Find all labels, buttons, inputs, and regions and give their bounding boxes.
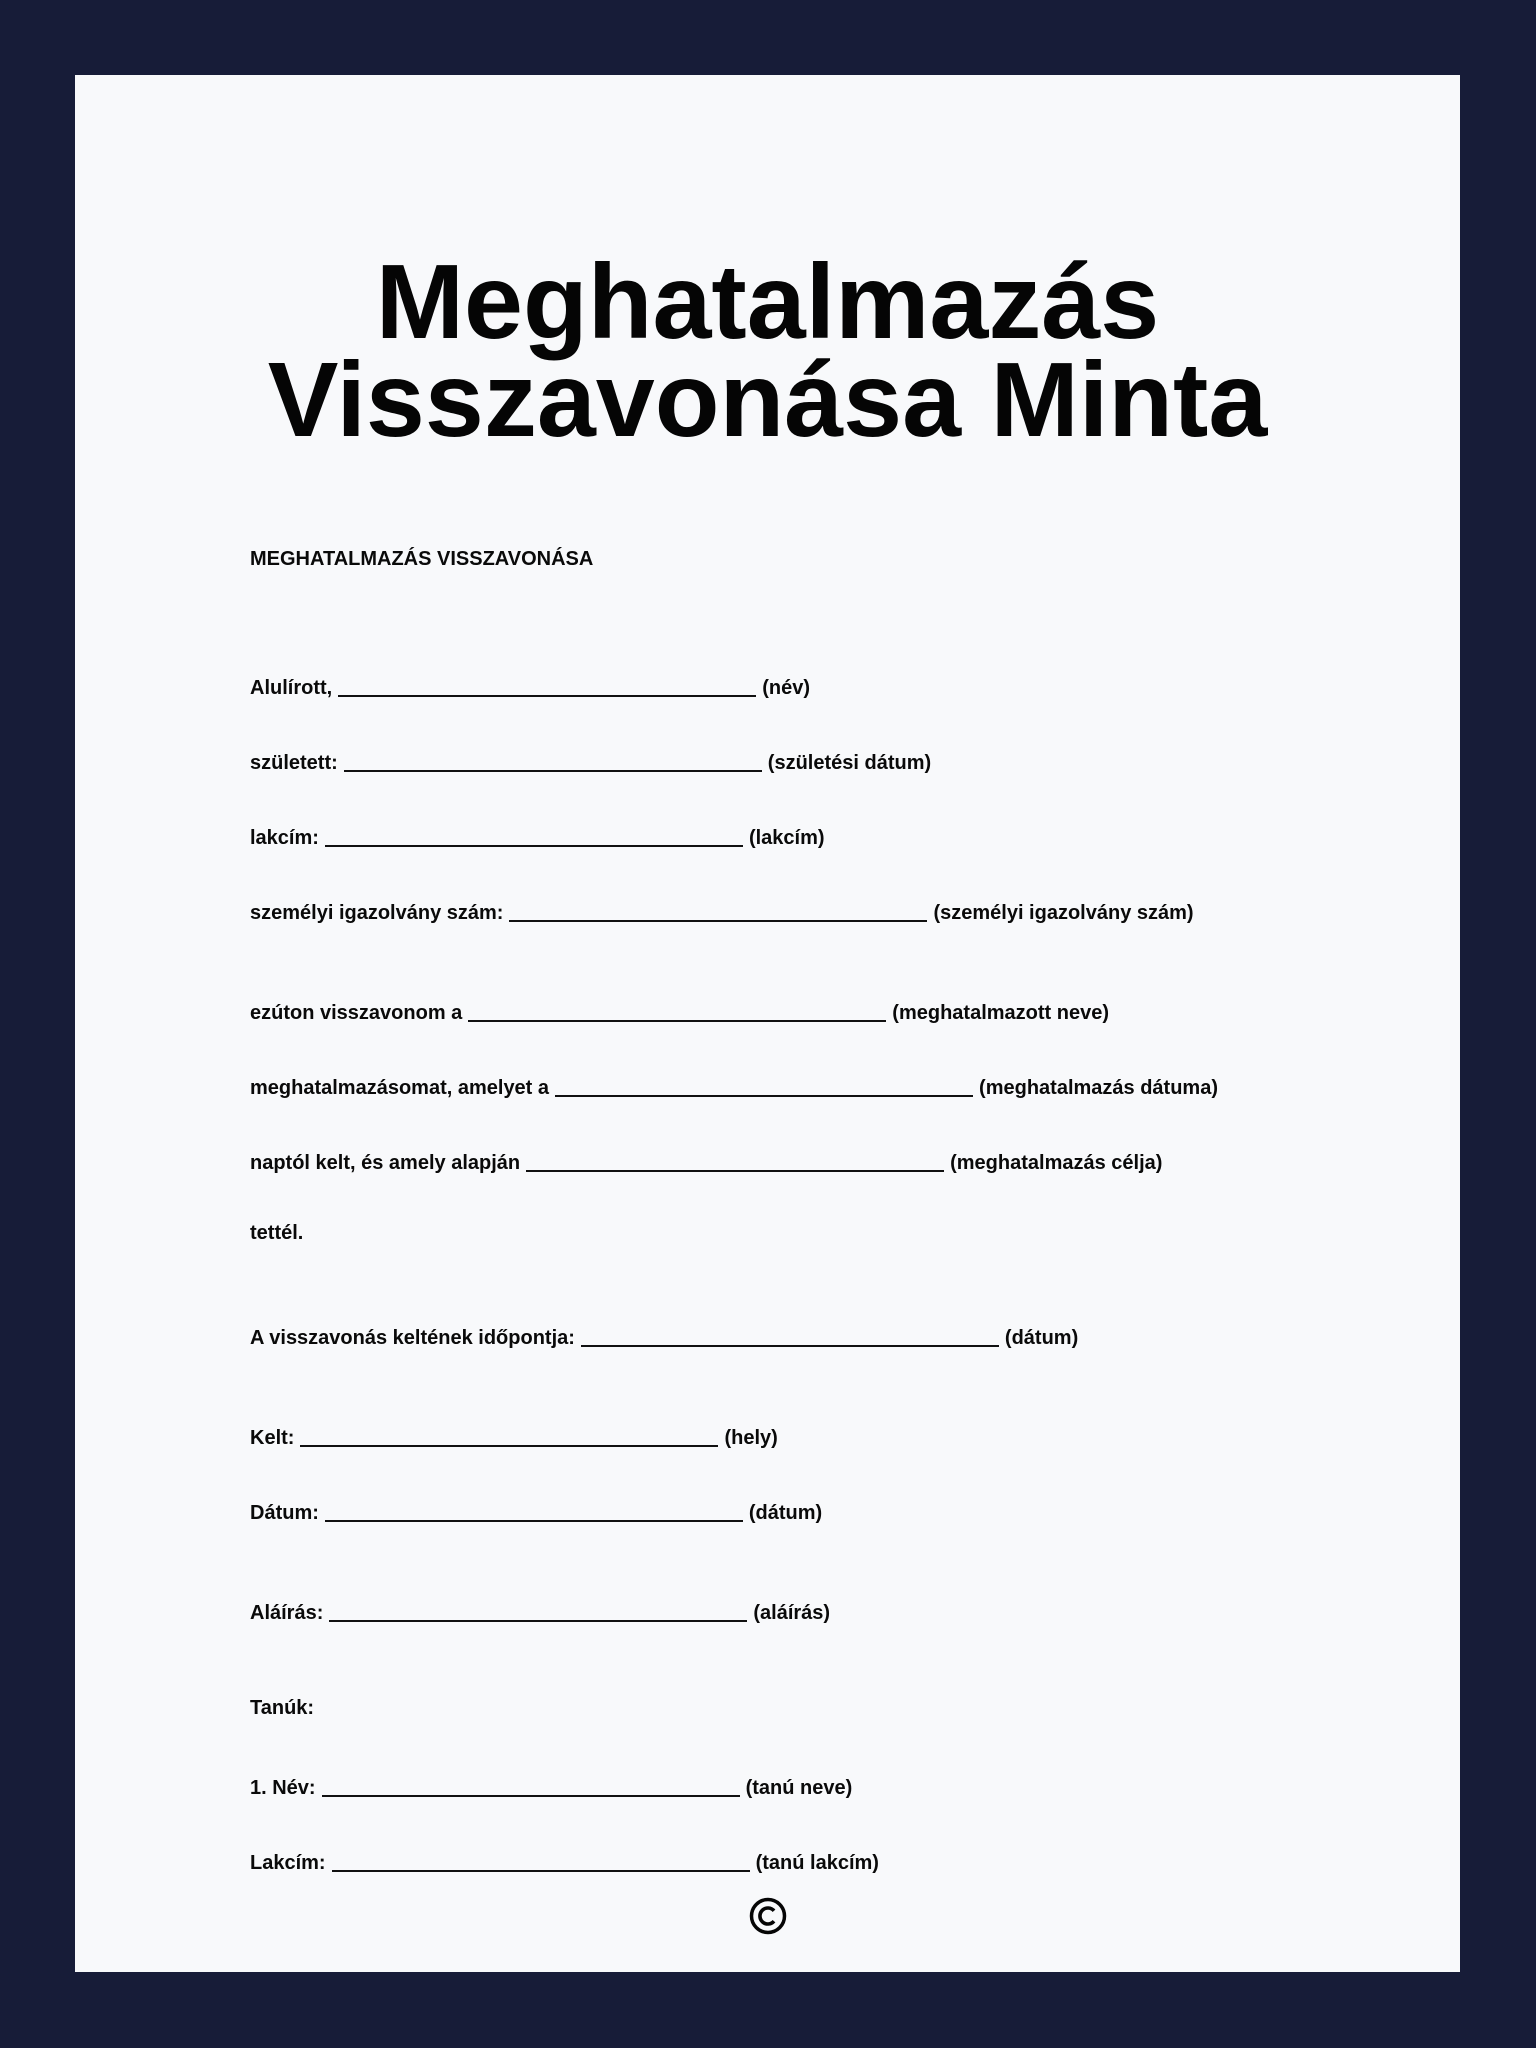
field-address (250, 822, 825, 848)
fill-in-line (526, 1150, 944, 1172)
field-hint: (tanú neve) (745, 1777, 853, 1799)
field-label: 1. Név: (250, 1777, 316, 1799)
field-hint: (dátum) (748, 1502, 823, 1524)
field-label: tettél. (250, 1222, 304, 1244)
field-hint: (meghatalmazás célja) (950, 1152, 1163, 1174)
field-name (250, 672, 810, 698)
field-power-date (250, 1072, 1218, 1098)
fill-in-line (325, 825, 743, 847)
field-label: lakcím: (250, 827, 319, 849)
field-hint: (aláírás) (753, 1602, 831, 1624)
witnesses-heading (250, 1697, 314, 1723)
fill-in-line (581, 1325, 999, 1347)
field-hint: (név) (762, 677, 811, 699)
field-label: Dátum: (250, 1502, 319, 1524)
field-date (250, 1497, 822, 1523)
field-hint: (tanú lakcím) (755, 1852, 879, 1874)
fill-in-line (338, 675, 756, 697)
field-hint: (személyi igazolvány szám) (933, 902, 1194, 924)
field-label: Alulírott, (250, 677, 333, 699)
footer (75, 1897, 1460, 1940)
fill-in-line (332, 1850, 750, 1872)
fill-in-line (300, 1425, 718, 1447)
document-heading: MEGHATALMAZÁS VISSZAVONÁSA (250, 548, 594, 570)
fill-in-line (468, 1000, 886, 1022)
field-birth-date (250, 747, 931, 773)
field-label: Aláírás: (250, 1602, 324, 1624)
field-hint: (dátum) (1004, 1327, 1079, 1349)
title-line-1: Meghatalmazás (375, 243, 1160, 361)
field-label: személyi igazolvány szám: (250, 902, 504, 924)
fill-in-line (325, 1500, 743, 1522)
field-agent-name (250, 997, 1109, 1023)
copyright-icon (749, 1897, 787, 1935)
title-line-2: Visszavonása Minta (267, 341, 1268, 459)
fill-in-line (509, 900, 927, 922)
field-hint: (lakcím) (748, 827, 825, 849)
field-place (250, 1422, 778, 1448)
document-page (75, 75, 1460, 1972)
field-label: A visszavonás keltének időpontja: (250, 1327, 575, 1349)
field-label: naptól kelt, és amely alapján (250, 1152, 521, 1174)
fill-in-line (555, 1075, 973, 1097)
field-label: Kelt: (250, 1427, 295, 1449)
page-title (75, 243, 1460, 459)
fill-in-line (329, 1600, 747, 1622)
fill-in-line (344, 750, 762, 772)
field-witness-address (250, 1847, 879, 1873)
field-label: Lakcím: (250, 1852, 326, 1874)
field-witness-name (250, 1772, 852, 1798)
field-id-number (250, 897, 1194, 923)
field-label: ezúton visszavonom a (250, 1002, 463, 1024)
field-label: született: (250, 752, 338, 774)
field-hint: (hely) (724, 1427, 778, 1449)
field-power-purpose (250, 1147, 1162, 1173)
fill-in-line (322, 1775, 740, 1797)
field-hint: (meghatalmazott neve) (892, 1002, 1109, 1024)
field-label: Tanúk: (250, 1697, 315, 1719)
field-signature (250, 1597, 830, 1623)
field-revocation-date (250, 1322, 1078, 1348)
text-closing (250, 1222, 303, 1248)
field-hint: (születési dátum) (767, 752, 932, 774)
field-hint: (meghatalmazás dátuma) (979, 1077, 1218, 1099)
field-label: meghatalmazásomat, amelyet a (250, 1077, 550, 1099)
